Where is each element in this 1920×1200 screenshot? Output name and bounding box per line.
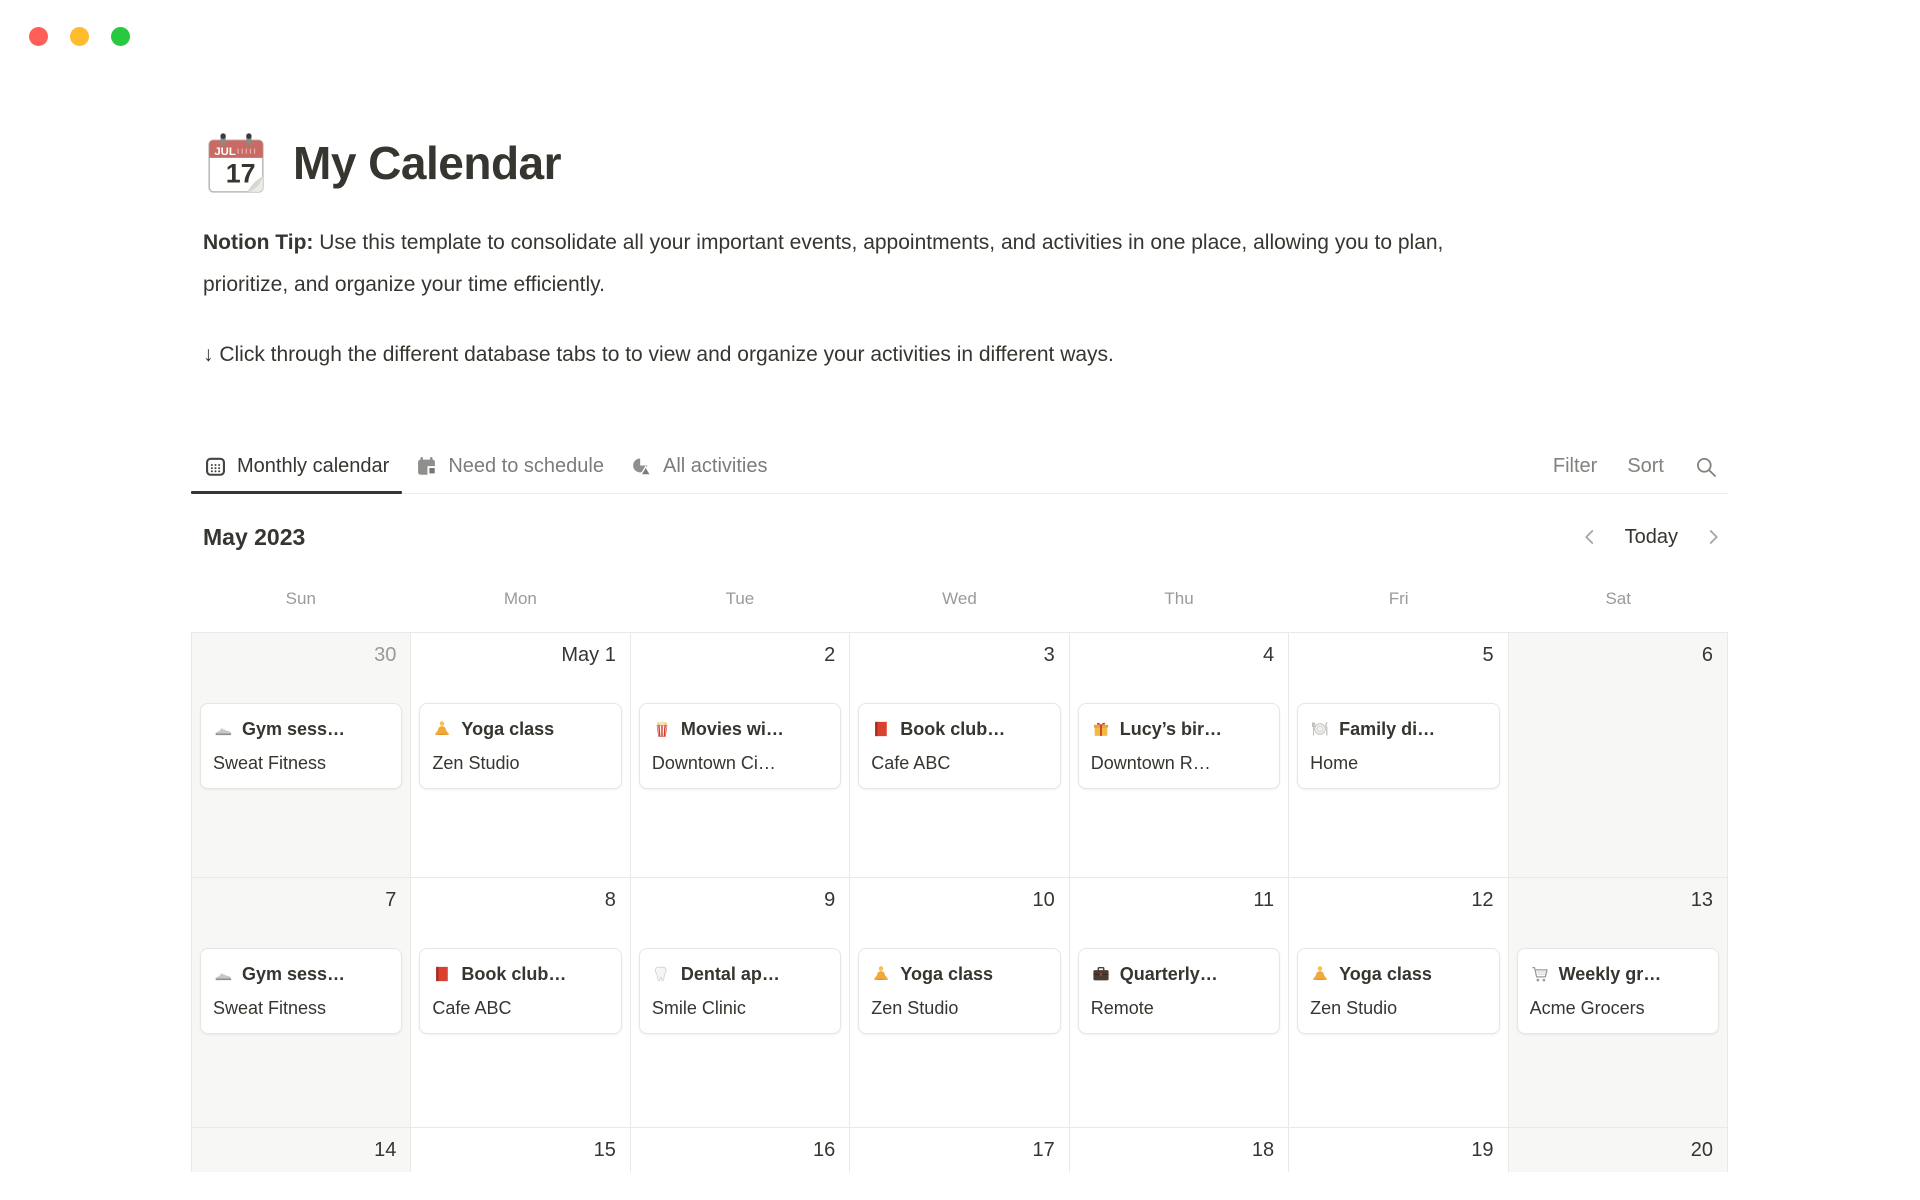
event-card[interactable]: [639, 703, 841, 789]
date-label: 14: [374, 1139, 397, 1161]
calendar-day-cell[interactable]: [850, 633, 1069, 878]
calendar-day-cell[interactable]: [1289, 633, 1508, 878]
event-card[interactable]: [639, 948, 841, 1034]
event-title: Weekly gr…: [1558, 964, 1662, 984]
chevron-left-icon[interactable]: [1581, 528, 1599, 546]
search-icon[interactable]: [1694, 455, 1718, 479]
calendar-day-cell[interactable]: [631, 1128, 850, 1172]
page-title[interactable]: My Calendar: [293, 137, 562, 189]
calendar-day-cell[interactable]: [1070, 878, 1289, 1128]
zoom-button[interactable]: [111, 27, 130, 46]
briefcase-icon: [1091, 964, 1111, 984]
date-label: 18: [1251, 1139, 1275, 1161]
event-title: Dental ap…: [680, 964, 780, 984]
event-location: Zen Studio: [432, 753, 520, 773]
event-title: Movies wi…: [680, 719, 784, 739]
calendar-week-row: [192, 878, 1728, 1128]
gift-icon: [1091, 719, 1111, 739]
weekday-label: Thu: [1164, 589, 1194, 608]
calendar-day-cell[interactable]: [192, 1128, 411, 1172]
calendar-day-cell[interactable]: [1289, 878, 1508, 1128]
notion-tip-paragraph: [191, 222, 1473, 306]
yoga-lotus-icon: [871, 964, 891, 984]
date-label: 3: [1043, 644, 1055, 666]
date-label: 30: [374, 644, 397, 666]
date-label: 20: [1690, 1139, 1713, 1161]
calendar-day-cell[interactable]: [411, 633, 630, 878]
shopping-cart-icon: [1530, 964, 1550, 984]
calendar-day-cell[interactable]: [411, 878, 630, 1128]
calendar-grid: [191, 632, 1728, 1172]
calendar-grid-icon: [204, 455, 227, 478]
event-card[interactable]: [419, 703, 621, 789]
tab-need-to-schedule[interactable]: [402, 440, 617, 493]
calendar-week-row: [192, 1128, 1728, 1172]
calendar-day-cell[interactable]: [850, 878, 1069, 1128]
date-label: 8: [604, 889, 616, 911]
plate-cutlery-icon: [1310, 719, 1330, 739]
calendar-header: [191, 518, 1728, 556]
close-button[interactable]: [29, 27, 48, 46]
event-location: Acme Grocers: [1529, 998, 1645, 1018]
date-label: 7: [385, 889, 397, 911]
event-card[interactable]: [200, 703, 402, 789]
date-label: 9: [824, 889, 836, 911]
event-title: Book club…: [461, 964, 567, 984]
notion-tip-text: Use this template to consolidate all your important events, appointments, and activities in one place, allowing you to plan, prioritize, and organize your time efficiently.: [203, 231, 1444, 296]
weekday-label: Sun: [285, 589, 316, 608]
date-label: 17: [1032, 1139, 1055, 1161]
weekday-label: Fri: [1388, 589, 1409, 608]
event-card[interactable]: [1297, 703, 1499, 789]
window-controls: [29, 27, 130, 46]
event-card[interactable]: [858, 948, 1060, 1034]
page-header: [191, 0, 1728, 196]
event-location: Sweat Fitness: [213, 998, 327, 1018]
tooth-icon: [652, 964, 672, 984]
database-tab-bar: [191, 440, 1728, 494]
calendar-day-cell[interactable]: [631, 633, 850, 878]
view-toolbar: [1553, 440, 1728, 493]
tab-all-activities[interactable]: [617, 440, 780, 493]
event-title: Quarterly…: [1119, 964, 1218, 984]
tab-monthly-calendar[interactable]: [191, 440, 402, 493]
date-label: 12: [1471, 889, 1494, 911]
calendar-day-cell[interactable]: [192, 878, 411, 1128]
calendar-day-cell[interactable]: [192, 633, 411, 878]
event-location: Zen Studio: [1310, 998, 1398, 1018]
today-button[interactable]: Today: [1624, 525, 1678, 548]
running-shoe-icon: [213, 719, 233, 739]
event-card[interactable]: [1517, 948, 1719, 1034]
event-title: Gym sess…: [242, 719, 346, 739]
event-location: Cafe ABC: [871, 753, 951, 773]
event-title: Family di…: [1339, 719, 1436, 739]
minimize-button[interactable]: [70, 27, 89, 46]
weekday-row: [191, 588, 1728, 632]
calendar-day-cell[interactable]: [1289, 1128, 1508, 1172]
tab-label: Need to schedule: [448, 455, 604, 477]
event-card[interactable]: [200, 948, 402, 1034]
month-label: May 2023: [203, 523, 306, 550]
red-book-icon: [432, 964, 452, 984]
notion-tip-label: Notion Tip:: [203, 231, 314, 254]
event-title: Yoga class: [1339, 964, 1432, 984]
date-label: 6: [1701, 644, 1713, 666]
instruction-paragraph: ↓ Click through the different database tabs to to view and organize your activities in different ways.: [203, 343, 1114, 366]
calendar-day-cell[interactable]: [1509, 633, 1728, 878]
event-location: Sweat Fitness: [213, 753, 327, 773]
event-location: Cafe ABC: [432, 998, 512, 1018]
calendar-day-cell[interactable]: [1070, 633, 1289, 878]
date-label: 13: [1690, 889, 1713, 911]
event-location: Downtown R…: [1090, 753, 1211, 773]
calendar-nav: [1581, 526, 1722, 549]
yoga-lotus-icon: [1310, 964, 1330, 984]
event-location: Remote: [1090, 998, 1154, 1018]
event-card[interactable]: [419, 948, 621, 1034]
popcorn-icon: [652, 719, 672, 739]
date-label: 11: [1253, 889, 1275, 911]
calendar-day-cell[interactable]: [411, 1128, 630, 1172]
calendar-day-cell[interactable]: [850, 1128, 1069, 1172]
event-title: Yoga class: [461, 719, 555, 739]
date-label: 4: [1263, 644, 1275, 666]
weekday-label: Wed: [942, 589, 977, 608]
event-card[interactable]: [858, 703, 1060, 789]
event-location: Home: [1310, 753, 1359, 773]
event-title: Book club…: [900, 719, 1006, 739]
event-location: Smile Clinic: [651, 998, 746, 1018]
date-label: 2: [824, 644, 836, 666]
shapes-icon: [630, 455, 653, 478]
red-book-icon: [871, 719, 891, 739]
event-location: Downtown Ci…: [651, 753, 776, 773]
tab-label: All activities: [662, 455, 768, 477]
event-title: Lucy’s bir…: [1119, 719, 1223, 739]
date-label: May 1: [561, 644, 616, 666]
event-card[interactable]: [1078, 948, 1280, 1034]
event-card[interactable]: [1297, 948, 1499, 1034]
date-label: 15: [593, 1139, 616, 1161]
weekday-label: Mon: [503, 589, 537, 608]
calendar-day-cell[interactable]: [1509, 878, 1728, 1128]
date-label: 5: [1482, 644, 1494, 666]
weekday-label: Tue: [725, 589, 755, 608]
weekday-label: Sat: [1605, 589, 1631, 608]
date-label: 19: [1471, 1139, 1494, 1161]
event-title: Gym sess…: [242, 964, 346, 984]
calendar-week-row: [192, 633, 1728, 878]
event-card[interactable]: [1078, 703, 1280, 789]
filter-button[interactable]: Filter: [1552, 455, 1598, 477]
sort-button[interactable]: Sort: [1627, 455, 1664, 477]
chevron-right-icon[interactable]: [1704, 528, 1722, 546]
calendar-day-cell[interactable]: [631, 878, 850, 1128]
calendar-day-cell[interactable]: [1070, 1128, 1289, 1172]
tear-off-calendar-icon[interactable]: [203, 130, 269, 196]
calendar-day-cell[interactable]: [1509, 1128, 1728, 1172]
running-shoe-icon: [213, 964, 233, 984]
event-title: Yoga class: [900, 964, 993, 984]
date-label: 10: [1032, 889, 1055, 911]
yoga-lotus-icon: [432, 719, 452, 739]
tab-label: Monthly calendar: [237, 455, 390, 477]
event-location: Zen Studio: [871, 998, 959, 1018]
calendar-day-icon: [415, 455, 438, 478]
date-label: 16: [813, 1139, 836, 1161]
